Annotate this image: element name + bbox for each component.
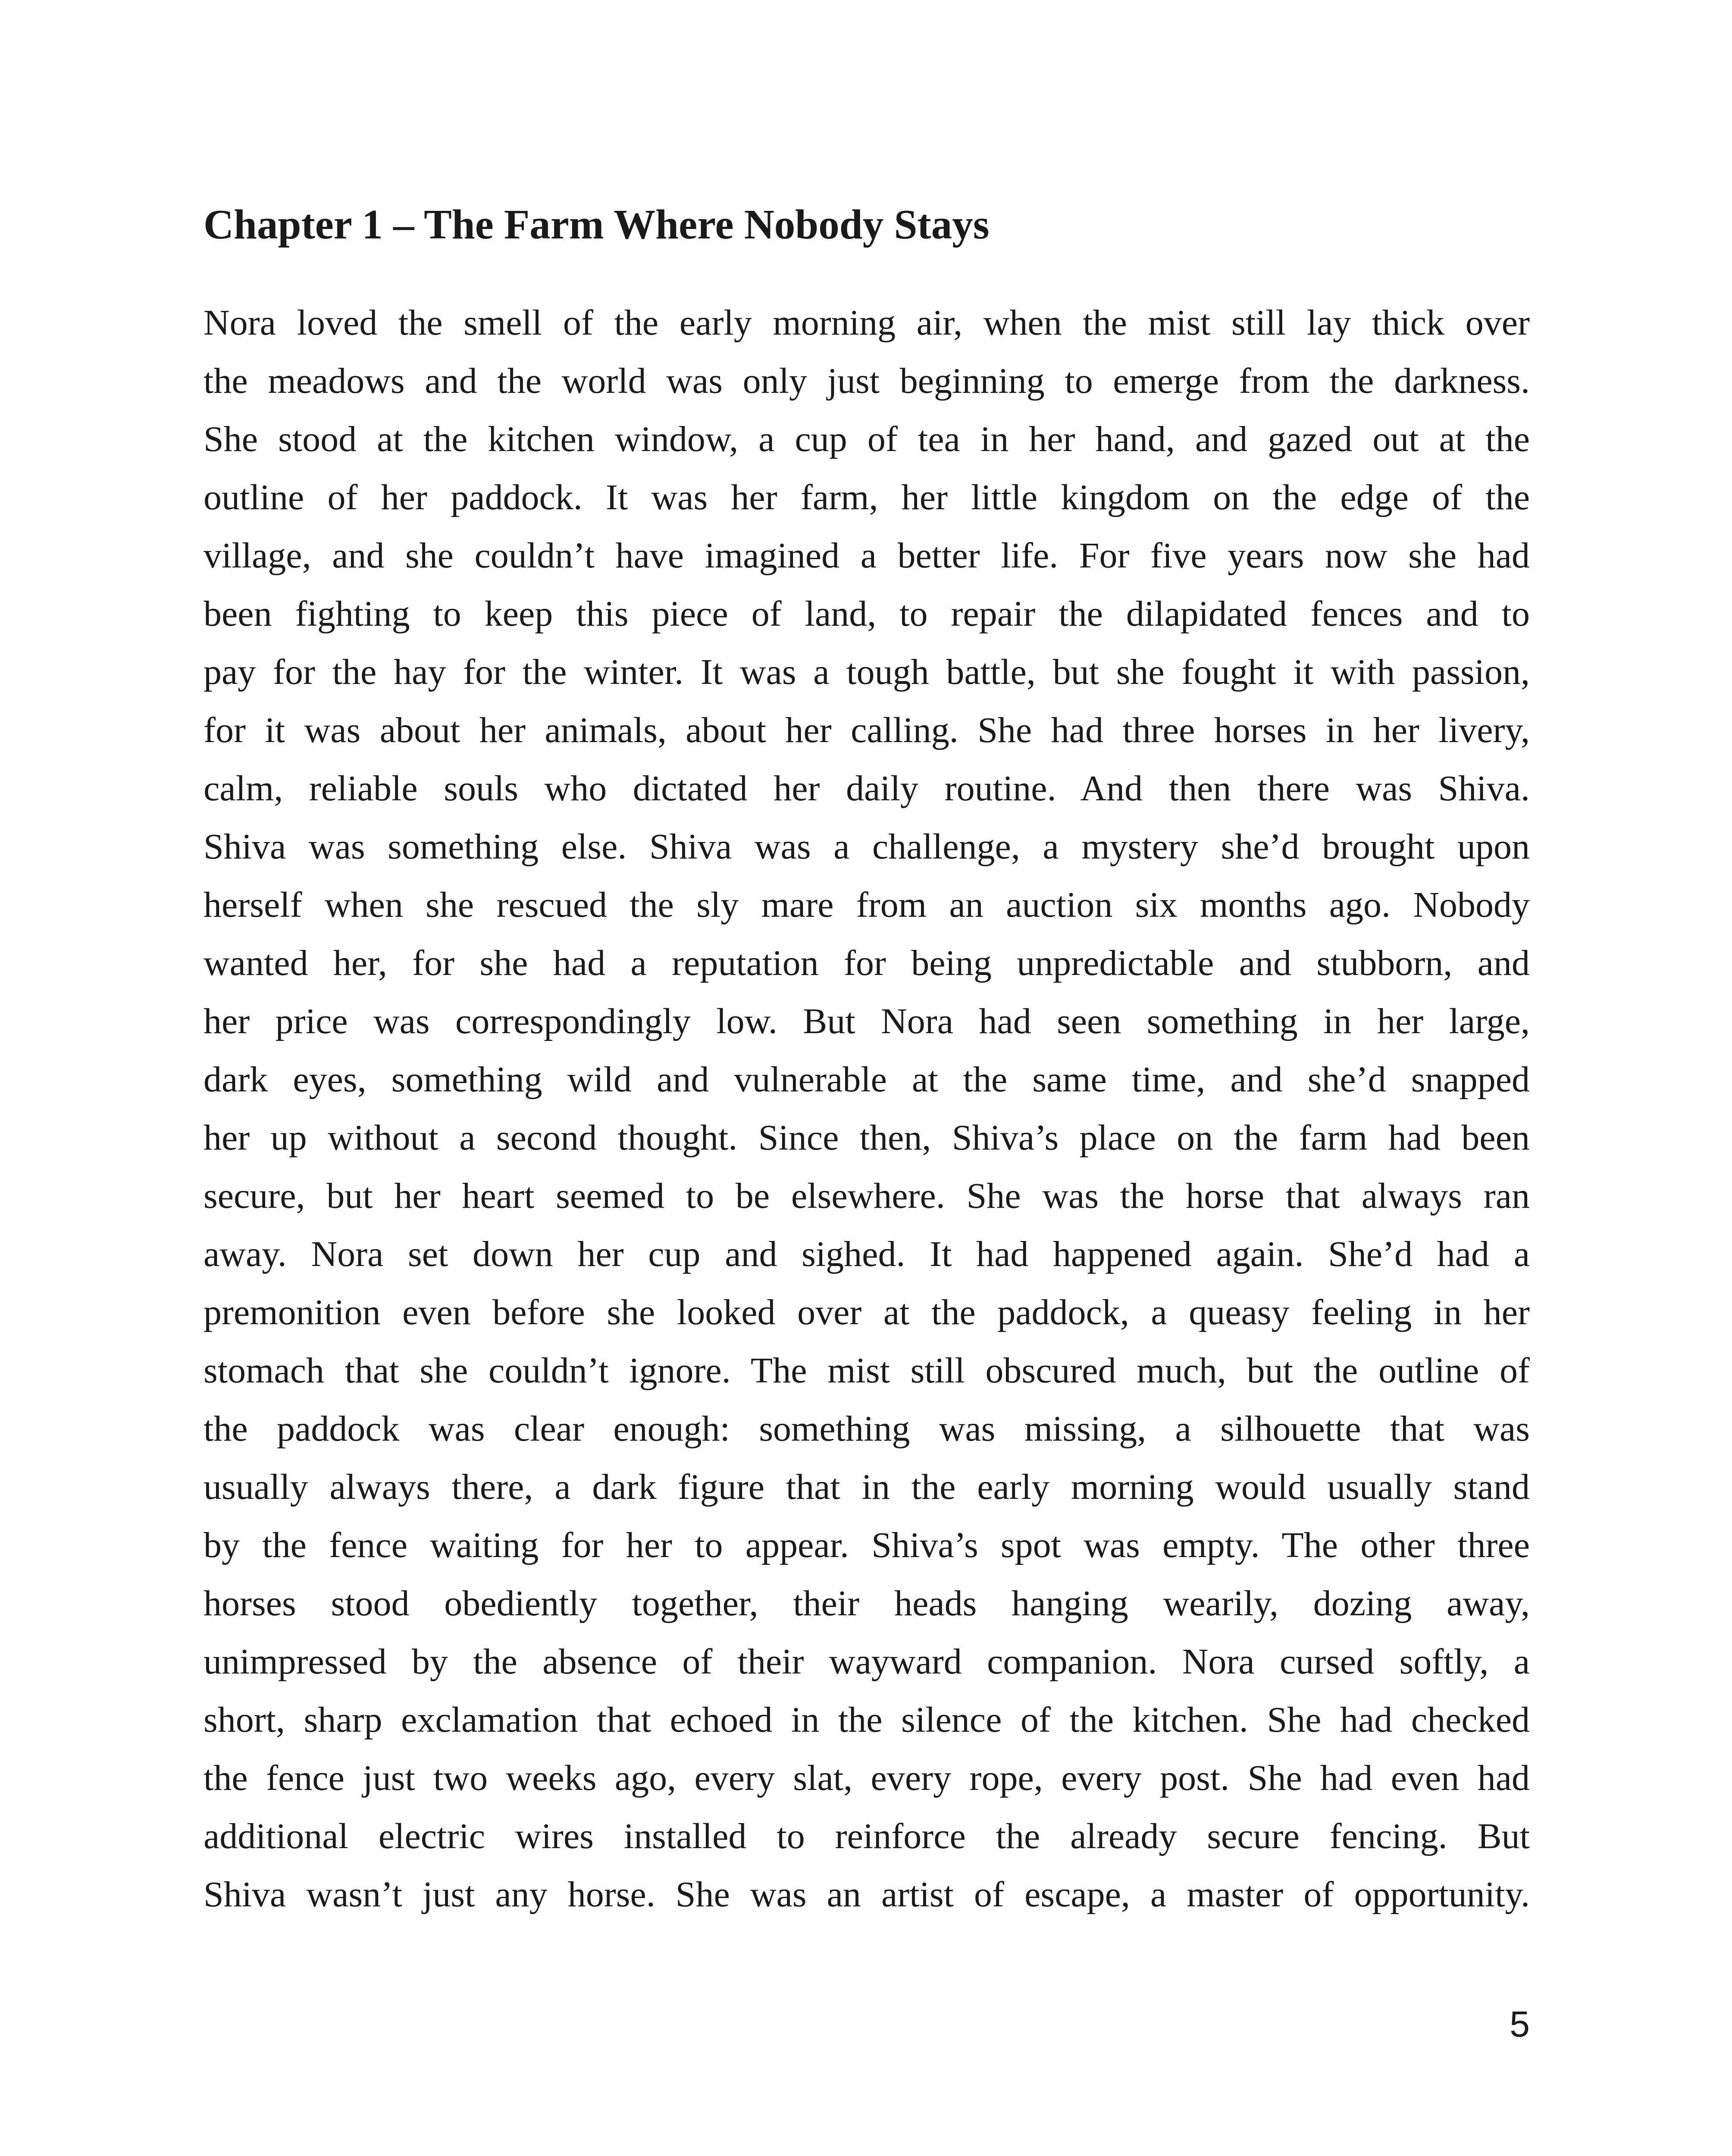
body-line: horses stood obediently together, their heads hanging wearily, dozing away, bbox=[204, 1583, 1530, 1623]
body-line: usually always there, a dark figure that in the early morning would usually stand bbox=[204, 1467, 1530, 1507]
body-line: premonition even before she looked over at the paddock, a queasy feeling in her bbox=[204, 1292, 1530, 1332]
chapter-title: Chapter 1 – The Farm Where Nobody Stays bbox=[204, 201, 990, 248]
body-line: for it was about her animals, about her calling. She had three horses in her livery, bbox=[204, 710, 1530, 750]
body-line: dark eyes, something wild and vulnerable at the same time, and she’d snapped bbox=[204, 1059, 1530, 1100]
body-line: Shiva was something else. Shiva was a challenge, a mystery she’d brought upon bbox=[204, 827, 1530, 867]
body-line: secure, but her heart seemed to be elsewhere. She was the horse that always ran bbox=[204, 1176, 1530, 1216]
body-line: She stood at the kitchen window, a cup of tea in her hand, and gazed out at the bbox=[204, 419, 1530, 459]
body-line: unimpressed by the absence of their wayward companion. Nora cursed softly, a bbox=[204, 1642, 1530, 1682]
body-line: additional electric wires installed to reinforce the already secure fencing. But bbox=[204, 1816, 1530, 1856]
chapter-body bbox=[204, 294, 1530, 1924]
body-line: by the fence waiting for her to appear. Shiva’s spot was empty. The other three bbox=[204, 1525, 1530, 1565]
body-line: stomach that she couldn’t ignore. The mist still obscured much, but the outline of bbox=[204, 1351, 1530, 1391]
body-line: outline of her paddock. It was her farm, her little kingdom on the edge of the bbox=[204, 477, 1530, 517]
body-line: been fighting to keep this piece of land, to repair the dilapidated fences and to bbox=[204, 594, 1530, 634]
body-line: away. Nora set down her cup and sighed. It had happened again. She’d had a bbox=[204, 1234, 1530, 1274]
body-line: calm, reliable souls who dictated her daily routine. And then there was Shiva. bbox=[204, 768, 1530, 808]
body-line: Shiva wasn’t just any horse. She was an artist of escape, a master of opportunity. bbox=[204, 1874, 1530, 1915]
body-line: the meadows and the world was only just beginning to emerge from the darkness. bbox=[204, 361, 1530, 401]
body-line: Nora loved the smell of the early morning air, when the mist still lay thick over bbox=[204, 303, 1530, 343]
body-line: her price was correspondingly low. But Nora had seen something in her large, bbox=[204, 1001, 1530, 1041]
body-line: her up without a second thought. Since then, Shiva’s place on the farm had been bbox=[204, 1118, 1530, 1158]
body-line: the paddock was clear enough: something was missing, a silhouette that was bbox=[204, 1409, 1530, 1449]
body-line: wanted her, for she had a reputation for being unpredictable and stubborn, and bbox=[204, 943, 1530, 983]
body-line: village, and she couldn’t have imagined a better life. For five years now she had bbox=[204, 536, 1530, 576]
body-line: short, sharp exclamation that echoed in the silence of the kitchen. She had checked bbox=[204, 1700, 1530, 1740]
body-line: the fence just two weeks ago, every slat, every rope, every post. She had even had bbox=[204, 1758, 1530, 1798]
body-line: herself when she rescued the sly mare from an auction six months ago. Nobody bbox=[204, 885, 1530, 925]
page-number: 5 bbox=[1510, 2004, 1530, 2044]
body-line: pay for the hay for the winter. It was a tough battle, but she fought it with passion, bbox=[204, 652, 1530, 692]
